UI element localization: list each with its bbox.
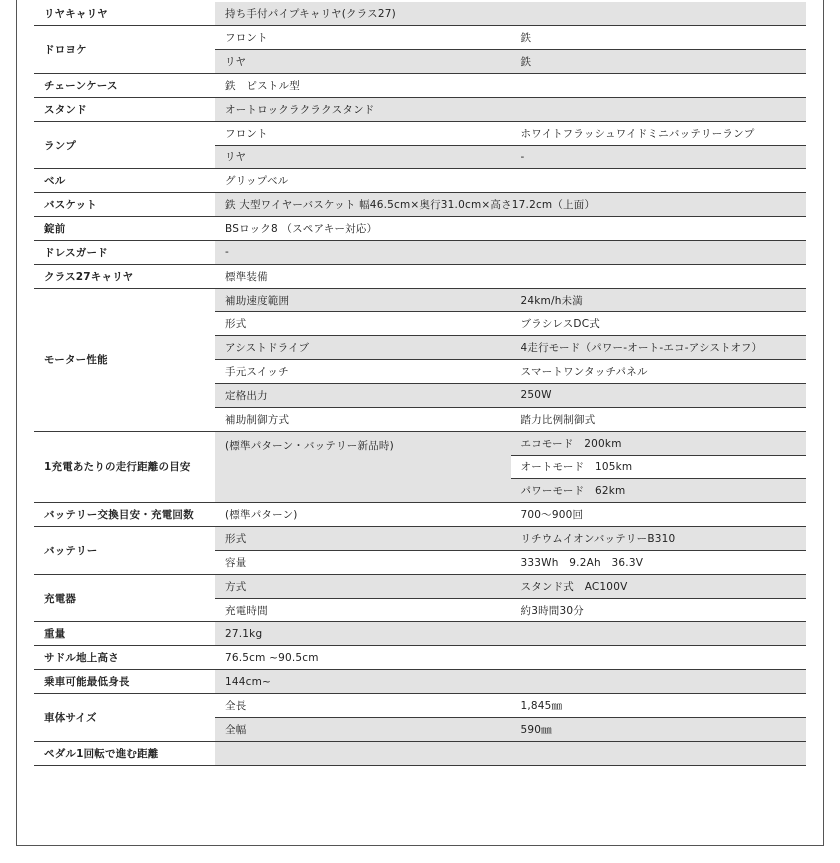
row-value — [215, 741, 806, 765]
sub-label: 全長 — [215, 693, 511, 717]
sub-label: 形式 — [215, 527, 511, 551]
row-value: - — [215, 240, 806, 264]
table-row — [34, 693, 806, 717]
sub-value: パワーモード 62km — [511, 479, 807, 503]
table-row — [34, 288, 806, 312]
table-row — [34, 169, 806, 193]
row-value: 持ち手付パイプキャリヤ(クラス27) — [215, 2, 806, 26]
row-label: サドル地上高さ — [34, 646, 215, 670]
table-row — [34, 264, 806, 288]
sub-label: リヤ — [215, 145, 511, 169]
table-row — [34, 574, 806, 598]
table-row — [34, 240, 806, 264]
sub-value: - — [511, 145, 807, 169]
row-label: 乗車可能最低身長 — [34, 670, 215, 694]
row-value: 標準装備 — [215, 264, 806, 288]
sub-value: 700～900回 — [511, 503, 807, 527]
table-row — [34, 121, 806, 145]
sub-label: 定格出力 — [215, 384, 511, 408]
sub-label: リヤ — [215, 50, 511, 74]
sub-label: 充電時間 — [215, 598, 511, 622]
row-value: BSロック8 （スペアキー対応） — [215, 217, 806, 241]
row-label: スタンド — [34, 97, 215, 121]
table-row — [34, 741, 806, 765]
sub-value: スマートワンタッチパネル — [511, 360, 807, 384]
sub-value: 鉄 — [511, 26, 807, 50]
sub-value: スタンド式 AC100V — [511, 574, 807, 598]
row-value: 144cm~ — [215, 670, 806, 694]
row-label: クラス27キャリヤ — [34, 264, 215, 288]
sub-label: フロント — [215, 121, 511, 145]
table-row — [34, 431, 806, 455]
sub-value: 1,845㎜ — [511, 693, 807, 717]
table-row — [34, 670, 806, 694]
sub-label: (標準パターン) — [215, 503, 511, 527]
row-label: ドロヨケ — [34, 26, 215, 74]
row-label: バッテリー — [34, 527, 215, 575]
row-label: ペダル1回転で進む距離 — [34, 741, 215, 765]
row-value: 鉄 大型ワイヤーバスケット 幅46.5cm×奥行31.0cm×高さ17.2cm（上面） — [215, 193, 806, 217]
sub-label: アシストドライブ — [215, 336, 511, 360]
row-label: 1充電あたりの走行距離の目安 — [34, 431, 215, 503]
row-value: グリップベル — [215, 169, 806, 193]
table-row — [34, 2, 806, 26]
sub-value: リチウムイオンバッテリーB310 — [511, 527, 807, 551]
row-value: 76.5cm ~90.5cm — [215, 646, 806, 670]
sub-label: 形式 — [215, 312, 511, 336]
table-row — [34, 26, 806, 50]
table-row — [34, 74, 806, 98]
row-label: バスケット — [34, 193, 215, 217]
row-value: 鉄 ピストル型 — [215, 74, 806, 98]
row-label: バッテリー交換目安・充電回数 — [34, 503, 215, 527]
sub-value: 4走行モード（パワー-オート-エコ-アシストオフ） — [511, 336, 807, 360]
sub-value: 24km/h未満 — [511, 288, 807, 312]
sub-label: フロント — [215, 26, 511, 50]
row-label: 重量 — [34, 622, 215, 646]
sub-label: 補助制御方式 — [215, 407, 511, 431]
row-label: リヤキャリヤ — [34, 2, 215, 26]
sub-value: 250W — [511, 384, 807, 408]
sub-label: 全幅 — [215, 717, 511, 741]
row-label: 錠前 — [34, 217, 215, 241]
sub-value: ブラシレスDC式 — [511, 312, 807, 336]
row-value: 27.1kg — [215, 622, 806, 646]
sub-value: ホワイトフラッシュワイドミニバッテリーランプ — [511, 121, 807, 145]
sub-label: (標準パターン・バッテリー新品時) — [215, 431, 511, 503]
table-row — [34, 217, 806, 241]
row-value: オートロックラクラクスタンド — [215, 97, 806, 121]
row-label: ランプ — [34, 121, 215, 169]
sub-value: オートモード 105km — [511, 455, 807, 479]
table-row — [34, 527, 806, 551]
sub-value: 約3時間30分 — [511, 598, 807, 622]
sub-label: 手元スイッチ — [215, 360, 511, 384]
table-row — [34, 503, 806, 527]
row-label: 充電器 — [34, 574, 215, 622]
table-row — [34, 193, 806, 217]
row-label: モーター性能 — [34, 288, 215, 431]
row-label: チェーンケース — [34, 74, 215, 98]
table-row — [34, 97, 806, 121]
spec-table — [34, 2, 806, 766]
row-label: ベル — [34, 169, 215, 193]
sub-label: 方式 — [215, 574, 511, 598]
row-label: 車体サイズ — [34, 693, 215, 741]
sub-value: エコモード 200km — [511, 431, 807, 455]
sub-value: 鉄 — [511, 50, 807, 74]
sub-value: 333Wh 9.2Ah 36.3V — [511, 550, 807, 574]
sub-value: 590㎜ — [511, 717, 807, 741]
table-row — [34, 622, 806, 646]
row-label: ドレスガード — [34, 240, 215, 264]
table-row — [34, 646, 806, 670]
sub-label: 補助速度範囲 — [215, 288, 511, 312]
sub-label: 容量 — [215, 550, 511, 574]
sub-value: 踏力比例制御式 — [511, 407, 807, 431]
